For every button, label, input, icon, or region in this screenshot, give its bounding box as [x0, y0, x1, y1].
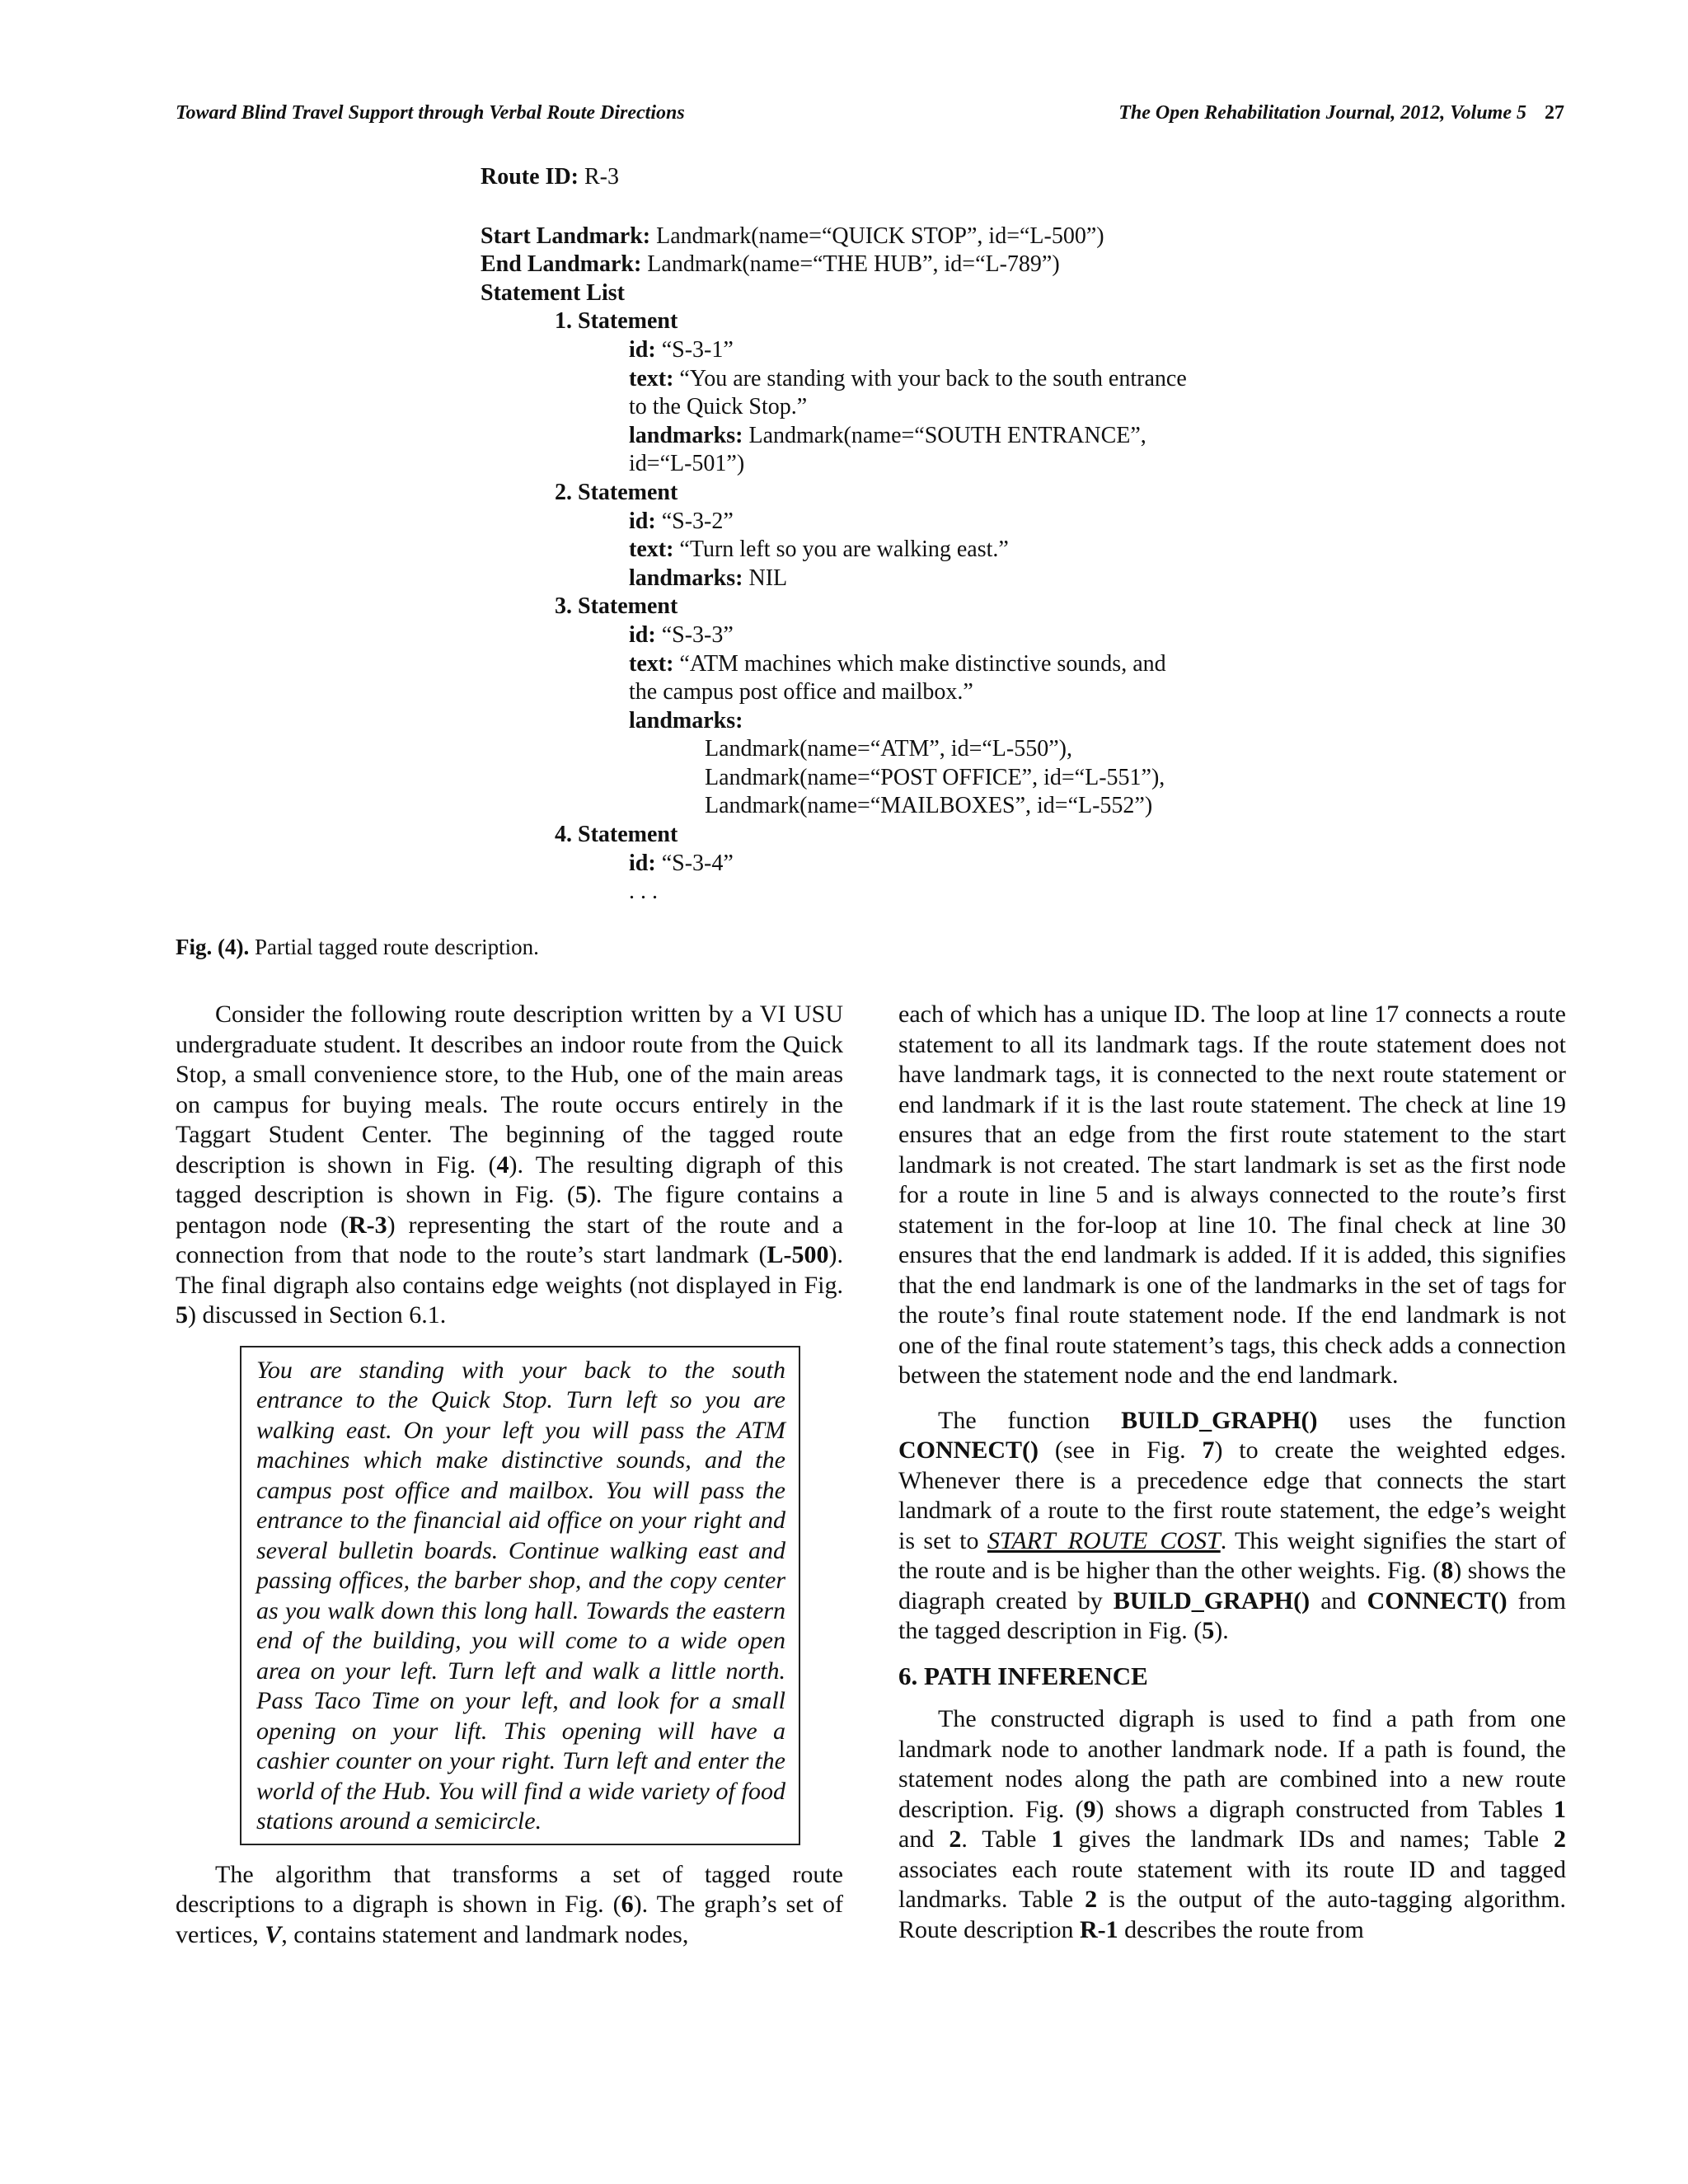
- statement-4-id: [481, 850, 1305, 879]
- vertex-set-symbol: V: [265, 1920, 282, 1948]
- statement-1-text: [481, 365, 1305, 394]
- function-name: CONNECT(): [898, 1436, 1039, 1464]
- table-ref: 2: [949, 1825, 962, 1853]
- statement-1-heading-text: 1. Statement: [555, 308, 678, 335]
- running-header: [176, 97, 1564, 130]
- statement-2-text: [481, 536, 1305, 565]
- table-ref: 1: [1051, 1825, 1064, 1853]
- text: ). The figure contains a pentagon node (: [176, 1181, 843, 1239]
- s2-text-label: text:: [629, 537, 674, 563]
- s1-id-value: “S-3-1”: [655, 336, 734, 363]
- statement-2-id: [481, 508, 1305, 537]
- text: ). The final digraph also contains edge weights (not displayed in Fig.: [176, 1241, 843, 1299]
- statement-3-landmark-atm: Landmark(name=“ATM”, id=“L-550”),: [705, 736, 1072, 762]
- s2-text-value: “Turn left so you are walking east.”: [673, 537, 1009, 563]
- paragraph-route-description-intro: [176, 1000, 843, 1331]
- text: ). The resulting digraph of this tagged description is shown in Fig. (: [176, 1151, 843, 1208]
- text: gives the landmark IDs and names; Table: [1063, 1825, 1554, 1853]
- s1-text-label: text:: [629, 365, 674, 391]
- statement-4-heading-text: 4. Statement: [555, 822, 678, 848]
- function-name: BUILD_GRAPH(): [1113, 1586, 1311, 1615]
- paragraph-build-graph: [898, 1406, 1566, 1647]
- start-landmark-label: Start Landmark:: [481, 223, 651, 249]
- figure-4-caption: [176, 935, 539, 960]
- left-column: [176, 1000, 843, 1950]
- s2-landmarks-value: NIL: [743, 565, 788, 591]
- route-id-line: [481, 163, 1305, 192]
- header-journal-name: The Open Rehabilitation Journal, 2012, Volume 5: [1118, 102, 1526, 124]
- s1-text-line1: “You are standing with your back to the south entrance: [673, 365, 1187, 391]
- statement-1-landmarks: [481, 422, 1305, 451]
- route-id-label: Route ID:: [481, 164, 579, 190]
- text: ).: [1214, 1617, 1229, 1644]
- statement-1-id: [481, 336, 1305, 365]
- statement-1-landmarks-cont: id=“L-501”): [629, 451, 745, 477]
- right-column: [898, 1000, 1566, 1945]
- statement-list-text: Statement List: [481, 279, 625, 306]
- start-landmark-line: [481, 223, 1305, 251]
- end-landmark-value: Landmark(name=“THE HUB”, id=“L-789”): [641, 251, 1060, 278]
- node-ref: R-3: [349, 1211, 387, 1239]
- fig-ref: 9: [1083, 1795, 1096, 1823]
- statement-3-heading-text: 3. Statement: [555, 593, 678, 620]
- paragraph-algorithm: [176, 1860, 843, 1951]
- caption-text: Partial tagged route description.: [249, 935, 539, 959]
- s3-landmarks-label: landmarks:: [629, 707, 743, 733]
- end-landmark-line: [481, 251, 1305, 279]
- text: is the output of the auto-tagging algorithm. Route description: [898, 1886, 1566, 1943]
- header-journal: [1118, 102, 1564, 124]
- text: and: [898, 1825, 950, 1853]
- table-ref: 1: [1554, 1795, 1567, 1823]
- ellipsis: . . .: [629, 879, 658, 905]
- text: The algorithm that transforms a set of tagged route descriptions to a digraph is shown in Fig. (: [176, 1860, 843, 1918]
- s2-id-label: id:: [629, 508, 656, 534]
- section-heading-path-inference: 6. PATH INFERENCE: [898, 1661, 1148, 1690]
- paragraph-path-inference: [898, 1704, 1566, 1945]
- start-landmark-value: Landmark(name=“QUICK STOP”, id=“L-500”): [650, 223, 1104, 249]
- statement-3-landmark-post-office: Landmark(name=“POST OFFICE”, id=“L-551”),: [705, 764, 1165, 790]
- statement-3-heading: [481, 593, 1305, 621]
- text: Consider the following route description written by a VI USU undergraduate student. It describes an indoor route from the Quick Stop, a small convenience store, to the Hub, one of the main areas on campus for buying meals. The route occurs entirely in the Taggart Student Center. The beginning of the tagged route description is shown in Fig. (: [176, 1001, 843, 1179]
- fig-ref: 8: [1441, 1557, 1454, 1584]
- text: associates each route statement with its route ID and tagged landmarks. Table: [898, 1855, 1566, 1913]
- s4-id-label: id:: [629, 850, 656, 876]
- text: ) shows a digraph constructed from Tables: [1095, 1795, 1554, 1823]
- node-ref: L-500: [767, 1241, 829, 1268]
- s1-landmarks-line1: Landmark(name=“SOUTH ENTRANCE”,: [743, 422, 1146, 448]
- statement-3-landmarks: [481, 707, 1305, 736]
- end-landmark-label: End Landmark:: [481, 251, 642, 278]
- fig-ref: 6: [621, 1891, 634, 1918]
- text: . Table: [961, 1825, 1052, 1853]
- header-article-title: Toward Blind Travel Support through Verbal Route Directions: [176, 102, 685, 124]
- statement-1-text-cont: to the Quick Stop.”: [629, 394, 808, 420]
- s3-text-label: text:: [629, 650, 674, 677]
- fig-ref: 5: [176, 1301, 188, 1329]
- statement-2-landmarks: [481, 565, 1305, 593]
- text: The function: [938, 1406, 1122, 1434]
- table-ref: 2: [1085, 1886, 1098, 1913]
- statement-4-heading: [481, 821, 1305, 850]
- statement-3-id: [481, 621, 1305, 650]
- s3-id-label: id:: [629, 621, 656, 648]
- s2-id-value: “S-3-2”: [655, 508, 734, 534]
- text: ) discussed in Section 6.1.: [188, 1301, 447, 1329]
- text: ) representing the start of the route and a connection from that node to the route’s start landmark (: [176, 1211, 843, 1268]
- text: uses the function: [1317, 1406, 1567, 1434]
- s3-text-line1: “ATM machines which make distinctive sounds, and: [673, 650, 1166, 677]
- paragraph-continuation: each of which has a unique ID. The loop at line 17 connects a route statement to all its landmark tags. If the route statement does not have landmark tags, it is connected to the next route statement or end landmark if it is the last route statement. The check at line 19 ensures that an edge from the first route statement to the start landmark is not created. The start landmark is set as the first node for a route in line 5 and is always connected to the route’s first statement in the for-loop at line 10. The final check at line 30 ensures that the end landmark is added. If it is added, this signifies that the end landmark is one of the landmarks in the set of tags for the route’s final route statement node. If the end landmark is not one of the final route statement’s tags, this check adds a connection between the statement node and the end landmark.: [898, 1001, 1566, 1389]
- text: and: [1310, 1586, 1367, 1615]
- text: (see in Fig.: [1039, 1436, 1203, 1464]
- route-description-quote-box: You are standing with your back to the south entrance to the Quick Stop. Turn left so you are walking east. On your left you will pass the ATM machines which make distinctive sounds, and the campus post office and mailbox. You will pass the entrance to the financial aid office on your right and several bulletin boards. Continue walking east and passing offices, the barber shop, and the copy center as you walk down this long hall. Towards the eastern end of the building, you will come to a wide open area on your left. Turn left and walk a little north. Pass Taco Time on your left, and look for a small opening on your lift. This opening will have a cashier counter on your right. Turn left and enter the world of the Hub. You will find a wide variety of food stations around a semicircle.: [240, 1346, 800, 1845]
- statement-2-heading: [481, 479, 1305, 508]
- page-number: 27: [1545, 102, 1564, 124]
- s1-landmarks-label: landmarks:: [629, 422, 743, 448]
- table-ref: 2: [1554, 1825, 1567, 1853]
- caption-label: Fig. (4).: [176, 935, 250, 959]
- s4-id-value: “S-3-4”: [655, 850, 734, 876]
- fig-ref: 4: [496, 1151, 509, 1179]
- s3-id-value: “S-3-3”: [655, 621, 734, 648]
- statement-3-text-cont: the campus post office and mailbox.”: [629, 679, 973, 705]
- fig-ref: 5: [574, 1181, 588, 1208]
- s2-landmarks-label: landmarks:: [629, 565, 743, 591]
- function-name: CONNECT(): [1367, 1586, 1507, 1615]
- constant-name: START_ROUTE_COST: [987, 1526, 1221, 1554]
- s1-id-label: id:: [629, 336, 656, 363]
- text: ) shows the diagraph created by: [898, 1557, 1566, 1615]
- text: . This weight signifies the start of the route and is be higher than the other weights. Fig. (: [898, 1526, 1566, 1584]
- route-id-value: R-3: [579, 164, 619, 190]
- statement-list-label: [481, 279, 1305, 308]
- text: ) to create the weighted edges. Whenever there is a precedence edge that connects the start landmark of a route to the first route statement, the edge’s weight is set to: [898, 1436, 1566, 1554]
- function-name: BUILD_GRAPH(): [1121, 1406, 1318, 1434]
- statement-3-landmark-mailboxes: Landmark(name=“MAILBOXES”, id=“L-552”): [705, 793, 1153, 819]
- text: from the tagged description in Fig. (: [898, 1586, 1566, 1644]
- text: ). The graph’s set of vertices,: [176, 1891, 843, 1948]
- text: The constructed digraph is used to find a path from one landmark node to another landmark node. If a path is found, the statement nodes along the path are combined into a new route description. Fig. (: [898, 1705, 1566, 1823]
- text: , contains statement and landmark nodes,: [281, 1920, 689, 1948]
- fig-ref: 5: [1202, 1617, 1215, 1644]
- statement-2-heading-text: 2. Statement: [555, 479, 678, 505]
- figure-4-route-description: [481, 163, 1305, 907]
- statement-1-heading: [481, 307, 1305, 336]
- fig-ref: 7: [1202, 1436, 1215, 1464]
- text: describes the route from: [1118, 1915, 1364, 1943]
- route-ref: R-1: [1079, 1915, 1118, 1943]
- statement-3-text: [481, 650, 1305, 679]
